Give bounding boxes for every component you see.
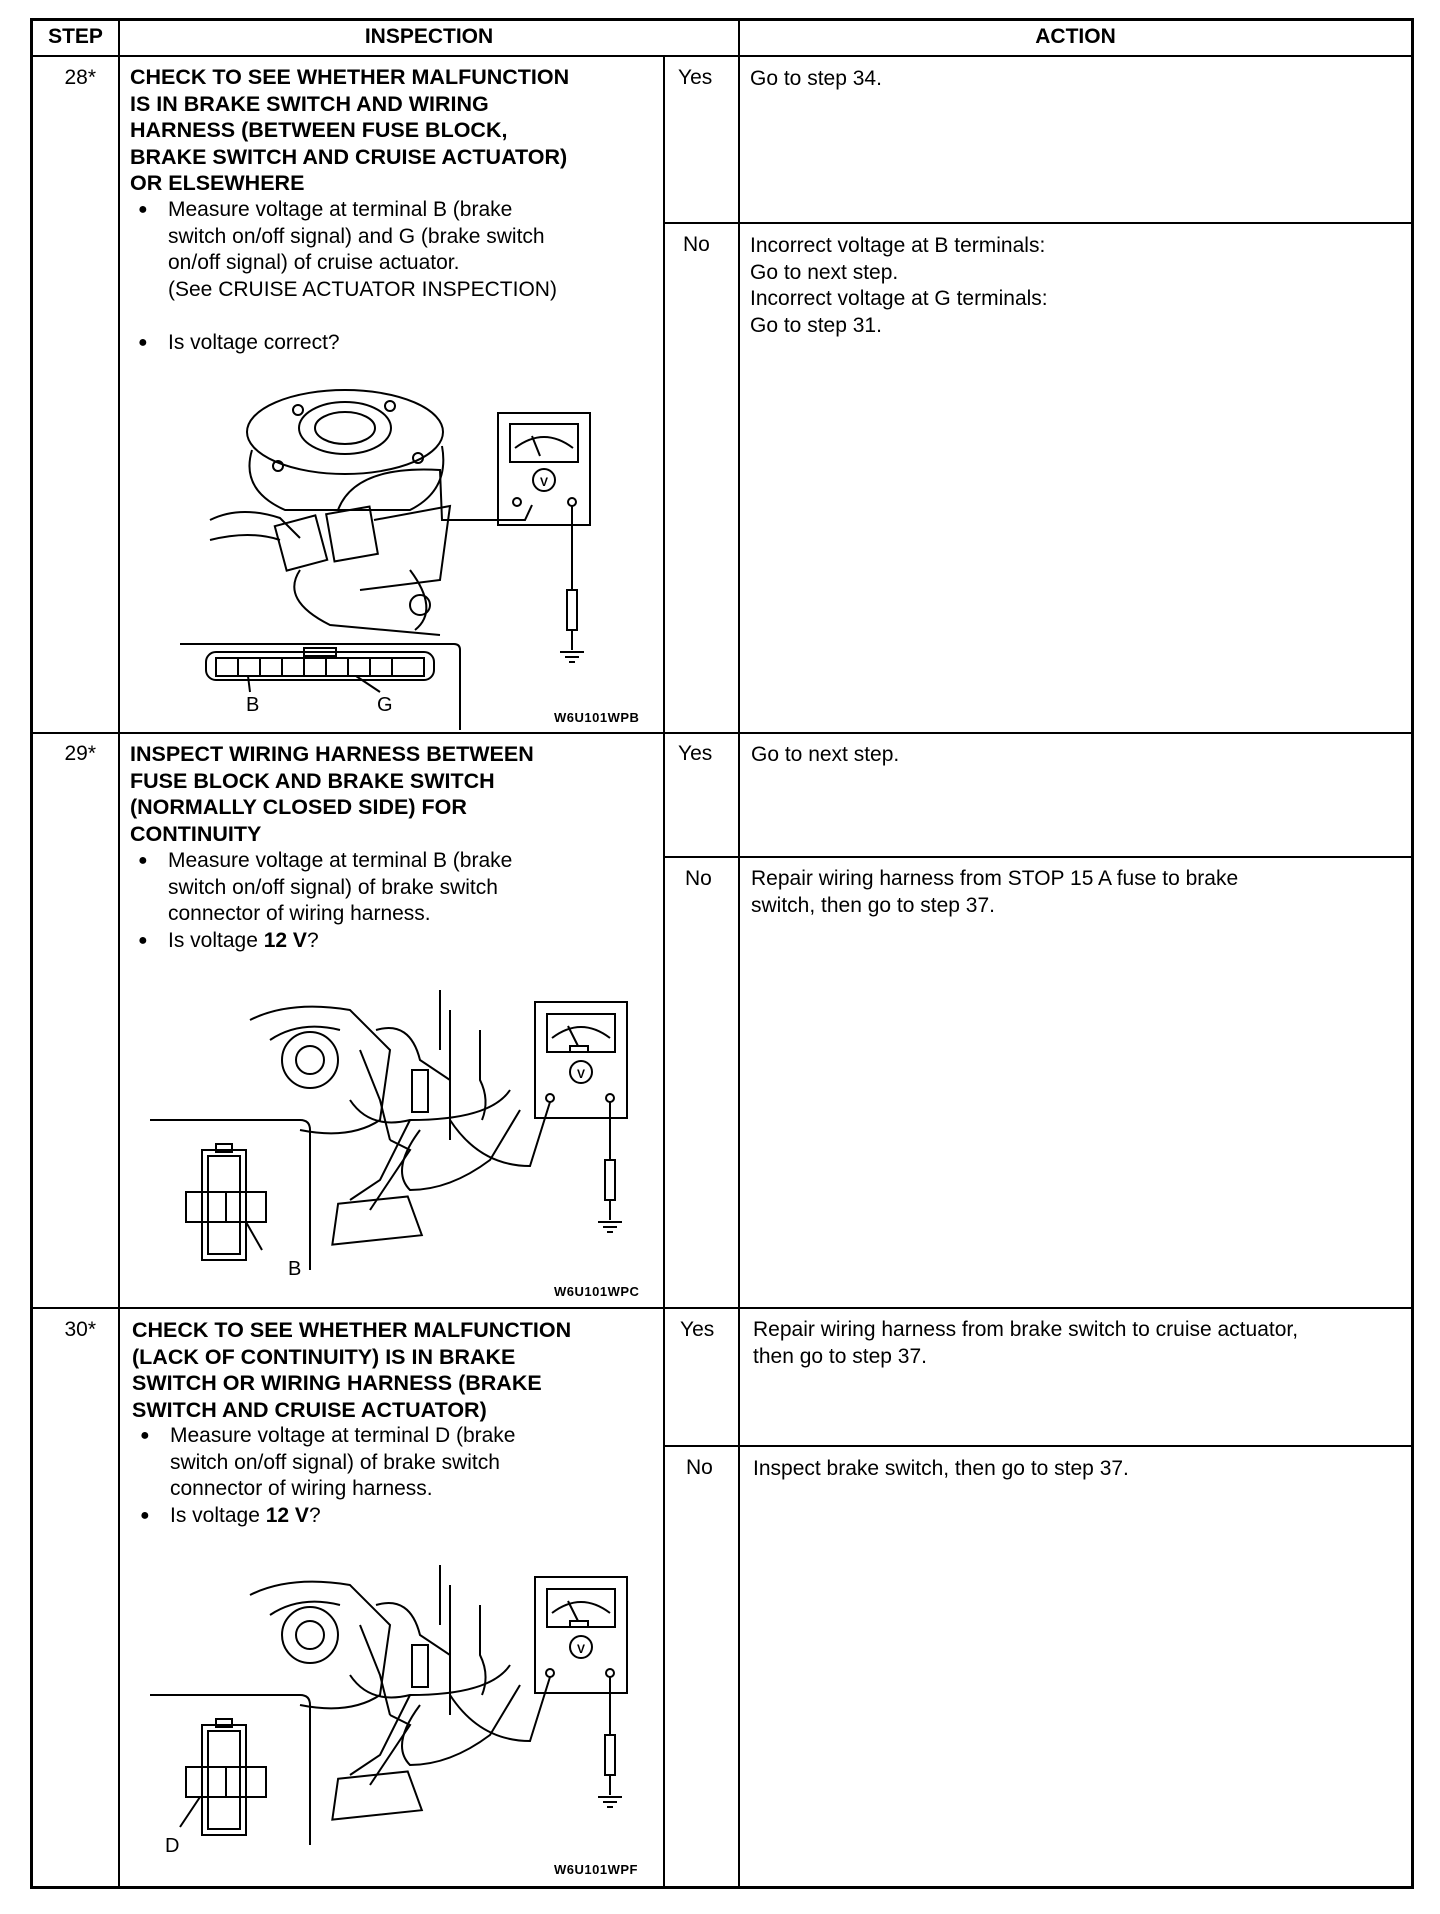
bullet-icon: ● [140, 1427, 150, 1444]
step-number: 29* [64, 742, 96, 765]
title-line: CONTINUITY [130, 821, 262, 846]
inspection-bullet: ● Is voltage 12 V? [168, 928, 319, 955]
step-number: 30* [64, 1318, 96, 1341]
step-number: 28* [64, 66, 96, 89]
title-line: SWITCH AND CRUISE ACTUATOR) [132, 1397, 487, 1422]
yes-label: Yes [678, 742, 713, 765]
inspection-title [130, 64, 569, 197]
bullet-icon: ● [138, 852, 148, 869]
header-inspection: INSPECTION [364, 25, 494, 48]
inspection-bullet: ● Is voltage 12 V? [170, 1503, 321, 1530]
svg-text:V: V [576, 1067, 586, 1081]
inspection-title [132, 1317, 571, 1423]
title-line: SWITCH OR WIRING HARNESS (BRAKE [132, 1371, 542, 1395]
bullet-icon: ● [138, 201, 148, 218]
no-action: Inspect brake switch, then go to step 37. [753, 1457, 1129, 1480]
yes-label: Yes [680, 1318, 715, 1341]
header-action: ACTION [1035, 25, 1116, 48]
inspection-bullet: ● Measure voltage at terminal B (brake switch on/off signal) of brake switch connector of wiring harness. [138, 849, 513, 925]
header-step: STEP [48, 25, 103, 48]
yes-action: Repair wiring harness from brake switch to cruise actuator, then go to step 37. [753, 1318, 1299, 1368]
yes-label: Yes [678, 66, 713, 89]
terminal-label-d: D [165, 1835, 180, 1857]
yes-action: Go to step 34. [750, 67, 882, 90]
yes-action: Go to next step. [751, 743, 900, 766]
title-line: (LACK OF CONTINUITY) IS IN BRAKE [132, 1344, 516, 1369]
title-line: OR ELSEWHERE [130, 171, 305, 195]
title-line: HARNESS (BETWEEN FUSE BLOCK, [130, 118, 508, 142]
title-line: (NORMALLY CLOSED SIDE) FOR [130, 795, 467, 819]
no-label: No [685, 867, 712, 890]
inspection-bullet: ● Is voltage correct? [168, 330, 340, 357]
inspection-title [130, 741, 534, 847]
figure-code: W6U101WPF [554, 1862, 638, 1877]
inspection-bullet: ● Measure voltage at terminal B (brake switch on/off signal) and G (brake switch on/off signal) of cruise actuator. (See CRUISE ACTUATOR INSPECTION) [138, 198, 557, 301]
title-line: FUSE BLOCK AND BRAKE SWITCH [130, 768, 495, 793]
no-action: Incorrect voltage at B terminals: Go to next step. Incorrect voltage at G terminals: Go to step 31. [750, 234, 1048, 337]
title-line: IS IN BRAKE SWITCH AND WIRING [130, 91, 489, 116]
figure-cruise-actuator [180, 370, 640, 730]
title-line: INSPECT WIRING HARNESS BETWEEN [130, 742, 534, 766]
figure-code: W6U101WPB [554, 710, 640, 725]
title-line: CHECK TO SEE WHETHER MALFUNCTION [132, 1318, 572, 1342]
figure-brake-switch-connector-d [150, 1545, 650, 1865]
inspection-bullet: ● Measure voltage at terminal D (brake switch on/off signal) of brake switch connector of wiring harness. [140, 1424, 516, 1500]
no-action: Repair wiring harness from STOP 15 A fuse to brake switch, then go to step 37. [751, 867, 1239, 917]
terminal-label-g: G [377, 694, 393, 716]
title-line: BRAKE SWITCH AND CRUISE ACTUATOR) [130, 144, 568, 169]
terminal-label-b: B [246, 694, 260, 716]
figure-code: W6U101WPC [554, 1284, 640, 1299]
no-label: No [683, 233, 710, 256]
svg-text:V: V [539, 475, 549, 489]
bullet-icon: ● [138, 932, 148, 949]
no-label: No [686, 1456, 713, 1479]
terminal-label-b: B [288, 1258, 302, 1280]
title-line: CHECK TO SEE WHETHER MALFUNCTION [130, 65, 570, 89]
svg-text:V: V [576, 1642, 586, 1656]
bullet-icon: ● [138, 334, 148, 351]
figure-brake-switch-connector-b [150, 970, 650, 1290]
bullet-icon: ● [140, 1507, 150, 1524]
